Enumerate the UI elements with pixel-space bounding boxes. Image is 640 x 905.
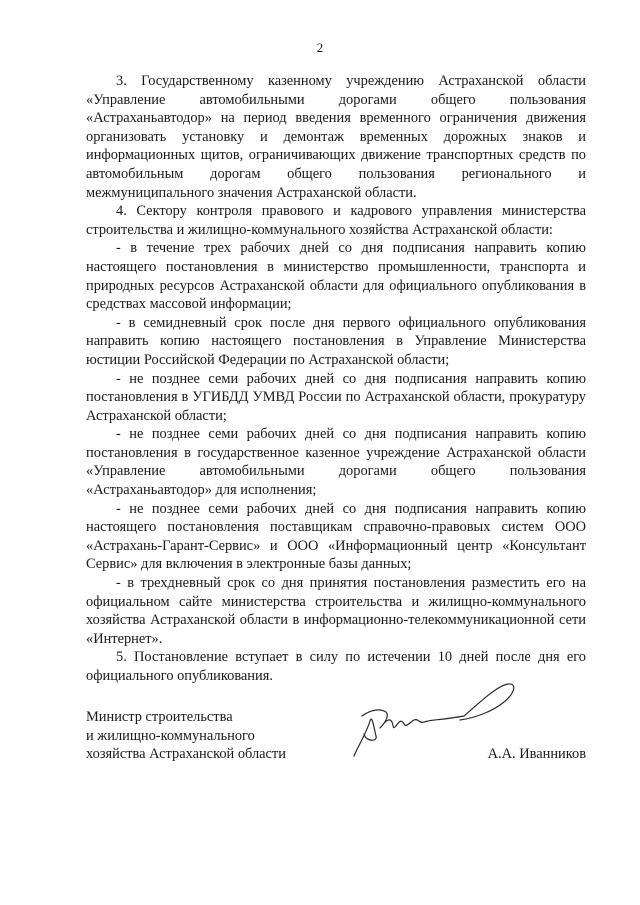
signer-position xyxy=(86,708,286,764)
list-item: - не позднее семи рабочих дней со дня подписания направить копию постановления в государственное казенное учреждение Астраханской области «Управление автомобильными дорогами общего пользования «Астраханьавтодор» для исполнения; xyxy=(86,426,586,499)
list-item: - в трехдневный срок со дня принятия постановления разместить его на официальном сайте министерства строительства и жилищно-коммунального хозяйства Астраханской области в информационно-телекоммуникационной сети «Интернет». xyxy=(86,575,586,647)
signer-position-line: и жилищно-коммунального xyxy=(86,727,255,744)
list-item: - в семидневный срок после дня первого официального опубликования направить копию настоящего постановления в Управление Министерства юстиции Российской Федерации по Астраханской области; xyxy=(86,314,586,368)
paragraph-4: 4. Сектору контроля правового и кадрового управления министерства строительства и жилищно-коммунального хозяйства Астраханской области: xyxy=(86,203,586,238)
document-body xyxy=(86,72,586,686)
list-item: - не позднее семи рабочих дней со дня подписания направить копию настоящего постановления поставщикам справочно-правовых систем ООО «Астрахань-Гарант-Сервис» и ООО «Информационный центр «Консультант Сервис» для включения в электронные базы данных; xyxy=(86,500,586,573)
page-number: 2 xyxy=(316,40,324,55)
paragraph-5: 5. Постановление вступает в силу по истечении 10 дней после дня его официального опубликования. xyxy=(86,649,586,684)
signer-name: А.А. Иванников xyxy=(487,746,586,762)
signature-block xyxy=(86,708,586,778)
paragraph-3: 3. Государственному казенному учреждению Астраханской области «Управление автомобильными дорогами общего пользования «Астраханьавтодор» на период введения временного ограничения движения организовать установку и демонтаж временных дорожных знаков и информационных щитов, ограничивающих движение транспортных средств по автомобильным дорогам общего пользования регионального и межмуниципального значения Астраханской области. xyxy=(86,73,586,201)
list-item: - в течение трех рабочих дней со дня подписания направить копию настоящего постановления в министерство промышленности, транспорта и природных ресурсов Астраханской области для официального опубликования в средствах массовой информации; xyxy=(86,240,586,313)
signer-position-line: Министр строительства xyxy=(86,709,233,725)
signer-position-line: хозяйства Астраханской области xyxy=(86,746,286,763)
list-item: - не позднее семи рабочих дней со дня подписания направить копию постановления в УГИБДД УМВД России по Астраханской области, прокуратуру Астраханской области; xyxy=(86,370,586,424)
